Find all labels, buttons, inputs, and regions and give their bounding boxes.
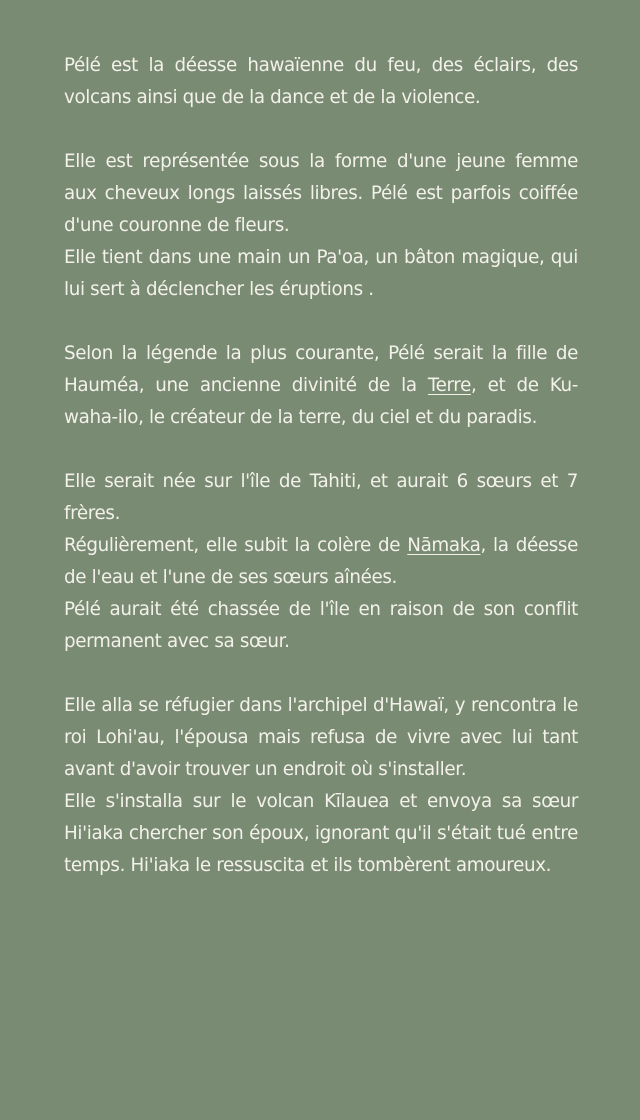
exile-text: Pélé aurait été chassée de l'île en raison de son conflit permanent avec sa sœur. [64, 599, 578, 652]
namaka-text-start: Régulièrement, elle subit la colère de [64, 535, 408, 556]
legend-text-start: Selon la légende la plus courante, Pélé serait la fille de Hauméa, une ancienne divinité de la [64, 343, 578, 396]
namaka-text-end: , la déesse de l'eau et l'une de ses sœurs aînées. [64, 535, 578, 588]
namaka-sentence [64, 530, 578, 594]
terre-link[interactable]: Terre [427, 375, 471, 396]
paragraph-hawaii [64, 690, 578, 882]
paragraph-family [64, 466, 578, 658]
birth-text: Elle serait née sur l'île de Tahiti, et aurait 6 sœurs et 7 frères. [64, 471, 578, 524]
kilauea-text: Elle s'installa sur le volcan Kīlauea et envoya sa sœur Hi'iaka chercher son époux, ignorant qu'il s'était tué entre temps. Hi'iaka le ressuscita et ils tombèrent amoureux. [64, 791, 578, 876]
legend-text-end: , et de Ku-waha-ilo, le créateur de la terre, du ciel et du paradis. [64, 375, 578, 428]
namaka-link[interactable]: Nāmaka [407, 535, 481, 556]
paragraph-legend [64, 338, 578, 434]
paragraph-appearance [64, 146, 578, 306]
paoa-text: Elle tient dans une main un Pa'oa, un bâton magique, qui lui sert à déclencher les éruptions . [64, 247, 578, 300]
intro-text: Pélé est la déesse hawaïenne du feu, des éclairs, des volcans ainsi que de la dance et de la violence. [64, 55, 578, 108]
hawaii-text: Elle alla se réfugier dans l'archipel d'Hawaï, y rencontra le roi Lohi'au, l'épousa mais refusa de vivre avec lui tant avant d'avoir trouver un endroit où s'installer. [64, 695, 578, 780]
article-body [64, 50, 578, 882]
appearance-text: Elle est représentée sous la forme d'une jeune femme aux cheveux longs laissés libres. Pélé est parfois coiffée d'une couronne de fleurs. [64, 151, 578, 236]
paragraph-intro [64, 50, 578, 114]
